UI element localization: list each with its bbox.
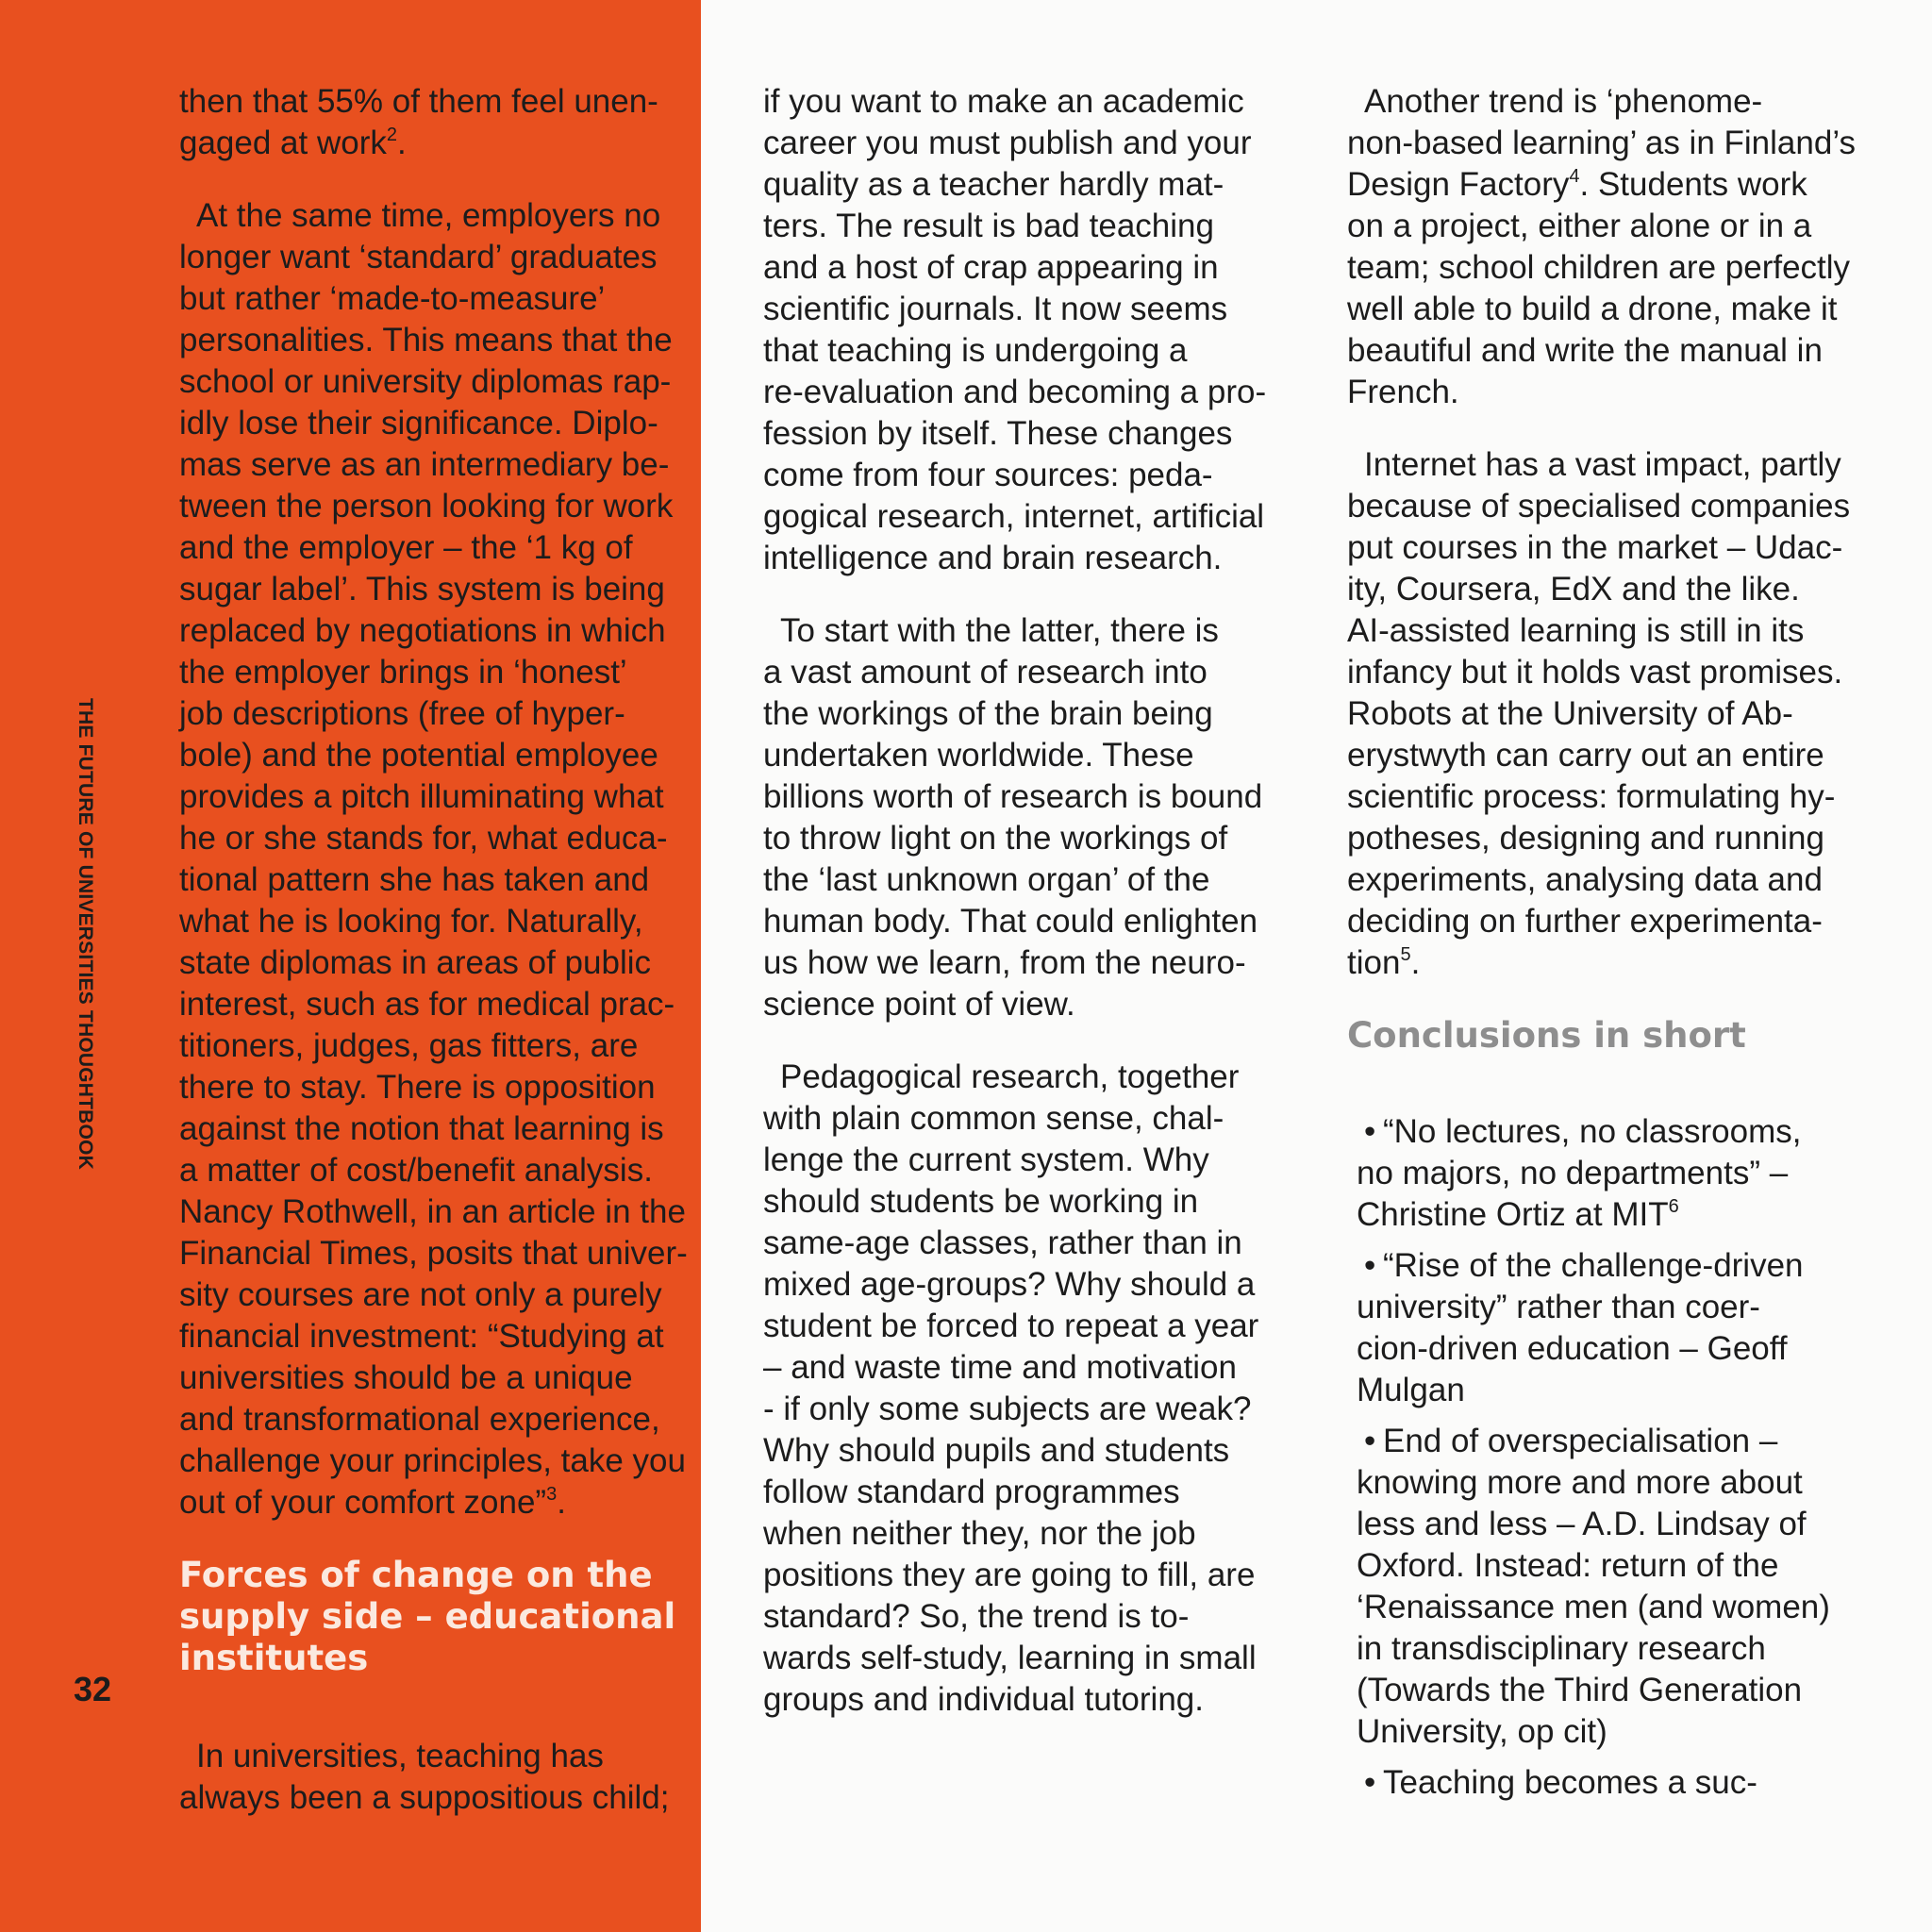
paragraph: Pedagogical research, together with plain common sense, chal- lenge the current system. Why should students be working in same-age classes, rather than in mixed age-groups? Why should a student be forced to repeat a year – and waste time and motivation - if only some subjects are weak? Why should pupils and students follow standard programmes when neither they, nor the job positions they are going to fill, are standard? So, the trend is to- wards self-study, learning in small groups and individual tutoring. <box>763 1058 1259 1718</box>
conclusions-list <box>1347 1111 1875 1804</box>
bullet-icon: • <box>1364 1247 1376 1284</box>
list-item: • “Rise of the challenge-driven university” rather than coer- cion-driven education – Geoff Mulgan <box>1357 1247 1804 1408</box>
column-1 <box>179 81 689 1850</box>
footnote-ref: 3 <box>546 1484 558 1505</box>
paragraph: At the same time, employers no longer want ‘standard’ graduates but rather ‘made-to-measure’ personalities. This means that the school or university diplomas rap- idly lose their significance. Diplo- mas serve as an intermediary be- tween the person looking for work and the employer – the ‘1 kg of sugar label’. This system is being replaced by negotiations in which the employer brings in ‘honest’ job descriptions (free of hyper- bole) and the potential employee provides a pitch illuminating what he or she stands for, what educa- tional pattern she has taken and what he is looking for. Naturally, state diplomas in areas of public interest, such as for medical prac- titioners, judges, gas fitters, are there to stay. There is opposition against the notion that learning is a matter of cost/benefit analysis. Nancy Rothwell, in an article in the Financial Times, posits that univer- sity courses are not only a purely financial investment: “Studying at universities should be a unique and transformational experience, challenge your principles, take you out of your comfort zone”$^3$. <box>179 197 688 1521</box>
bullet-icon: • <box>1364 1113 1376 1150</box>
section-heading-conclusions: Conclusions in short <box>1347 1015 1746 1056</box>
footnote-ref: 5 <box>1400 944 1411 965</box>
paragraph: In universities, teaching has always been a suppositious child; <box>179 1738 670 1816</box>
footnote-ref: 2 <box>386 125 397 145</box>
list-item: • Teaching becomes a suc- <box>1357 1762 1875 1804</box>
paragraph: To start with the latter, there is a vast amount of research into the workings of the brain being undertaken worldwide. These billions worth of research is bound to throw light on the workings of the ‘last unknown organ’ of the human body. That could enlighten us how we learn, from the neuro- science point of view. <box>763 612 1263 1023</box>
paragraph: Internet has a vast impact, partly because of specialised companies put courses in the market – Udac- ity, Coursera, EdX and the like. AI-assisted learning is still in its infancy but it holds vast promises. Robots at the University of Ab- erystwyth can carry out an entire scientific process: formulating hy- potheses, designing and running experiments, analysing data and deciding on further experimenta- tion$^5$. <box>1347 446 1851 981</box>
footnote-ref: 4 <box>1569 166 1580 187</box>
bullet-icon: • <box>1364 1764 1376 1801</box>
paragraph: Another trend is ‘phenome- non-based learning’ as in Finland’s Design Factory$^4$. Students work on a project, either alone or in a team; school children are perfectly well able to build a drone, make it beautiful and write the manual in French. <box>1347 83 1856 410</box>
list-item: • “No lectures, no classrooms, no majors, no departments” – Christine Ortiz at MIT$^6$ <box>1357 1113 1802 1233</box>
column-3 <box>1347 81 1875 1813</box>
list-item: • End of overspecialisation – knowing more and more about less and less – A.D. Lindsay of Oxford. Instead: return of the ‘Renaissance men (and women) in transdisciplinary research (Towards the Third Generation University, op cit) <box>1357 1423 1830 1750</box>
paragraph: if you want to make an academic career you must publish and your quality as a teacher hardly mat- ters. The result is bad teaching and a host of crap appearing in scientific journals. It now seems that teaching is undergoing a re-evaluation and becoming a pro- fession by itself. These changes come from four sources: peda- gogical research, internet, artificial intelligence and brain research. <box>763 83 1267 576</box>
section-heading-forces-of-change: Forces of change on the supply side – educational institutes <box>179 1555 676 1678</box>
running-title: THE FUTURE OF UNIVERSITIES THOUGHTBOOK <box>75 698 96 1170</box>
column-2 <box>763 81 1273 1752</box>
bullet-icon: • <box>1364 1423 1376 1459</box>
paragraph: then that 55% of them feel unen- gaged at work$^2$. <box>179 83 658 161</box>
footnote-ref: 6 <box>1668 1196 1679 1217</box>
page-number: 32 <box>74 1670 112 1708</box>
